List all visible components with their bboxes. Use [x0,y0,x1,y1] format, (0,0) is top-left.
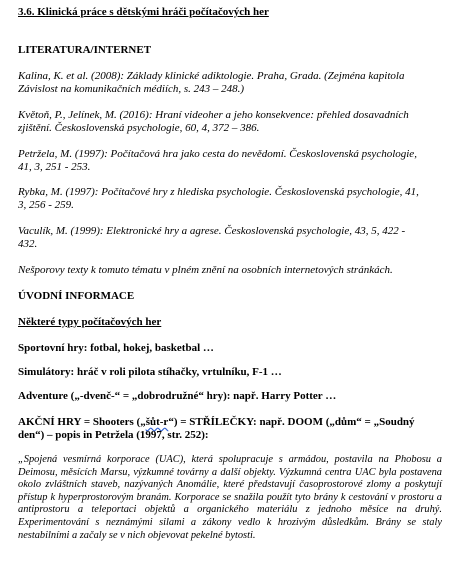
reference-4-line-2: 3, 256 - 259. [18,199,74,211]
action-games-text-b: “) = STŘÍLEČKY: např. DOOM („dům“ = „Soudný [168,416,415,428]
action-games-line-2: den“) – popis in Petržela (1997, str. 252): [18,429,209,441]
action-games-line-1 [18,416,415,429]
personal-pages-note: Nešporovy texty k tomuto tématu v plném znění na osobních internetových stránkách. [18,264,393,276]
reference-1-line-1: Kalina, K. et al. (2008): Základy klinické adiktologie. Praha, Grada. (Zejména kapitola [18,70,405,82]
reference-2-line-1: Květoň, P., Jelínek, M. (2016): Hraní videoher a jeho konsekvence: přehled dosavadních [18,109,409,121]
reference-5-line-1: Vaculík, M. (1999): Elektronické hry a agrese. Československá psychologie, 43, 5, 422 - [18,225,406,237]
game-types-title: Některé typy počítačových her [18,316,162,328]
reference-2-line-2: zjištění. Československá psychologie, 60, 4, 372 – 386. [18,122,260,134]
action-games-spellcheck-word: šůt-r [145,416,169,428]
reference-3-line-1: Petržela, M. (1997): Počítačová hra jako cesta do nevědomí. Československá psychologie, [18,148,417,160]
sport-games-item: Sportovní hry: fotbal, hokej, basketbal … [18,342,214,354]
section-heading: 3.6. Klinická práce s dětskými hráči počítačových her [18,6,269,18]
reference-4-line-1: Rybka, M. (1997): Počítačové hry z hlediska psychologie. Československá psychologie, 41, [18,186,419,198]
reference-1-line-2: Závislost na komunikačních médiích, s. 243 – 248.) [18,83,245,95]
adventure-item: Adventure („-dvenč-“ = „dobrodružné“ hry): např. Harry Potter … [18,390,337,402]
action-games-text-a: AKČNÍ HRY = Shooters („ [18,416,146,428]
reference-5-line-2: 432. [18,238,38,250]
reference-3-line-2: 41, 3, 251 - 253. [18,161,91,173]
doom-quote: „Spojená vesmírná korporace (UAC), která spolupracuje s armádou, postavila na Phobosu a Deimosu, měsících Marsu, výzkumné továrny a další objekty. Výzkumná centra UAC byla postavena okolo zvláštních staveb, nazývaných Anomálie, které představují časoprostorové zlomy a poskytují přístup k hyperprostorovým branám. Korporace se snažila použít tyto brány k cestování v prostoru a antiprostoru a teleportaci objektů a organického materiálu z jednoho měsíce na druhý. Experimentování s neznámými silami a zákony vedlo k hrozivým důsledkům. Brány se staly nestabilními a začaly se v nich objevovat pekelné bytosti. [18,454,442,541]
intro-title: ÚVODNÍ INFORMACE [18,290,135,302]
literature-title: LITERATURA/INTERNET [18,44,152,56]
simulators-item: Simulátory: hráč v roli pilota stíhačky, vrtulníku, F-1 … [18,366,282,378]
